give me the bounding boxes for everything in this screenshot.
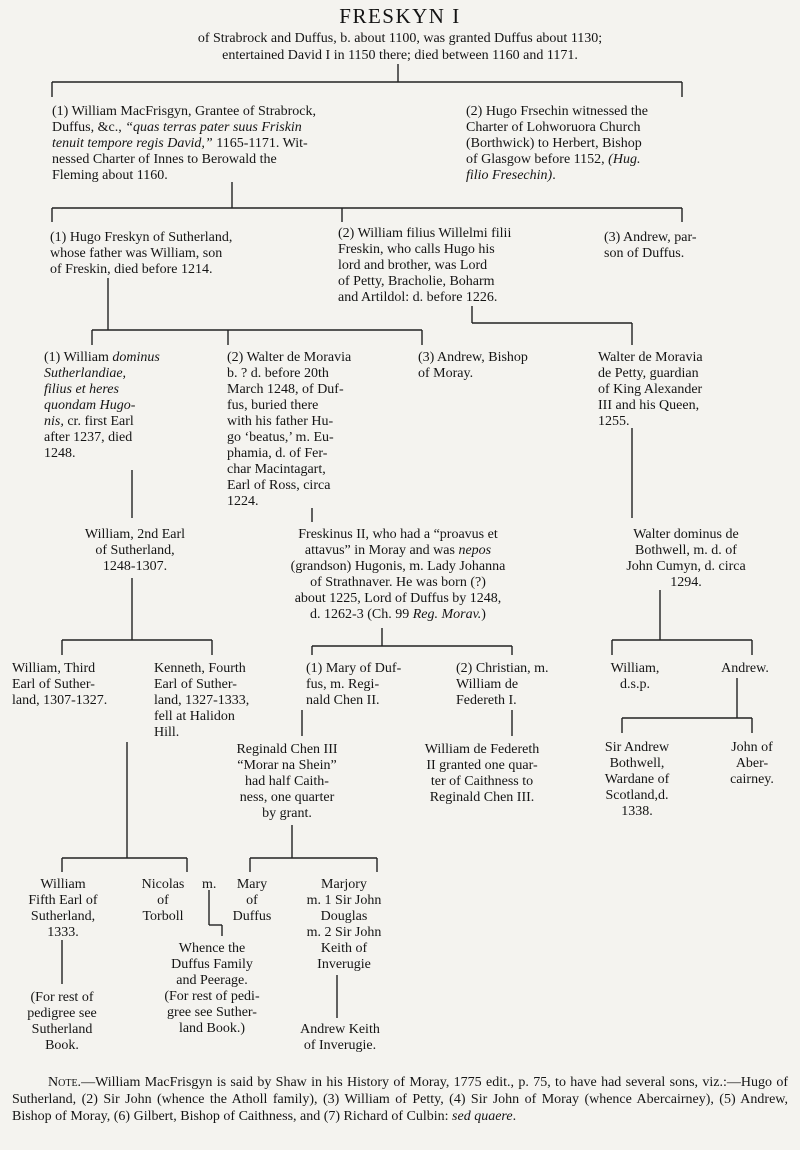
person-william-third-earl: William, Third Earl of Suther- land, 1307-1327.	[12, 661, 108, 708]
william-macfrisgyn-latin: “quas terras pater suus Friskin tenuit tempore regis David,”	[52, 120, 302, 151]
footnote-lead: Note.	[48, 1075, 82, 1090]
person-walter-dominus-de-bothwell: Walter dominus de Bothwell, m. d. of John Cumyn, d. circa 1294.	[626, 527, 746, 590]
person-william-dominus-sutherlandiae	[44, 350, 224, 462]
freskinus-text-end: )	[481, 607, 486, 622]
william-dominus-latin: dominus Sutherlandiae, filius et heres quondam Hugo- nis,	[44, 350, 160, 429]
note-duffus-family: Whence the Duffus Family and Peerage. (For rest of pedi- gree see Suther- land Book.)	[164, 941, 260, 1036]
note-sutherland-book: (For rest of pedigree see Sutherland Book.	[27, 990, 97, 1053]
person-andrew-keith-of-inverugie: Andrew Keith of Inverugie.	[300, 1022, 380, 1053]
person-walter-de-moravia: (2) Walter de Moravia b. ? d. before 20th March 1248, of Duf- fus, buried there with his father Hu- go ‘beatus,’ m. Eu- phamia, d. of Fer- char Macintagart, Earl of Ross, circa 1224.	[227, 350, 352, 509]
freskyn-description: of Strabrock and Duffus, b. about 1100, was granted Duffus about 1130; entertained David I in 1150 there; died between 1160 and 1171.	[197, 31, 603, 63]
hugo-fresechin-latin: (Hug. filio Fresechin)	[466, 152, 641, 183]
person-william-de-federeth-ii: William de Federeth II granted one quar- ter of Caithness to Reginald Chen III.	[424, 742, 540, 805]
person-andrew-bishop-of-moray: (3) Andrew, Bishop of Moray.	[418, 350, 528, 381]
person-marjory: Marjory m. 1 Sir John Douglas m. 2 Sir John Keith of Inverugie	[306, 877, 382, 972]
person-mary-of-duffus: Mary of Duffus	[232, 877, 272, 924]
freskinus-text: Freskinus II, who had a “proavus et attavus” in Moray and was	[298, 527, 498, 558]
person-andrew-son-of-walter: Andrew.	[721, 661, 769, 676]
person-william-filius-willelmi: (2) William filius Willelmi filii Freskin, who calls Hugo his lord and brother, was Lord of Petty, Bracholie, Boharm and Artildol: d. before 1226.	[338, 226, 512, 305]
hugo-fresechin-text-end: .	[552, 168, 556, 183]
footnote-italic: sed quaere	[452, 1109, 513, 1124]
person-hugo-freskyn: (1) Hugo Freskyn of Sutherland, whose father was William, son of Freskin, died before 1214.	[50, 230, 233, 277]
person-william-macfrisgyn	[52, 104, 442, 184]
person-reginald-chen-iii: Reginald Chen III “Morar na Shein” had half Caith- ness, one quarter by grant.	[236, 742, 338, 821]
footnote-end: .	[512, 1109, 517, 1124]
page-title: FRESKYN I	[339, 4, 461, 28]
freskinus-nepos: nepos	[458, 543, 492, 558]
person-william-dsp: William, d.s.p.	[610, 661, 660, 692]
person-freskinus-ii	[248, 527, 548, 623]
william-macfrisgyn-text-end: 1165-1171. Wit- nessed Charter of Innes to Berowald the Fleming about 1160.	[52, 136, 308, 183]
person-john-of-abercairney: John of Aber- cairney.	[730, 740, 774, 787]
footnote	[12, 1074, 788, 1125]
person-kenneth-fourth-earl: Kenneth, Fourth Earl of Suther- land, 1327-1333, fell at Halidon Hill.	[154, 661, 250, 740]
person-mary-of-duffus-chen: (1) Mary of Duf- fus, m. Regi- nald Chen II.	[306, 661, 402, 708]
william-dominus-text: (1) William	[44, 350, 113, 365]
william-dominus-text-end: cr. first Earl after 1237, died 1248.	[44, 414, 134, 461]
person-william-2nd-earl: William, 2nd Earl of Sutherland, 1248-1307.	[84, 527, 186, 574]
marriage-mark: m.	[202, 877, 217, 892]
person-william-fifth-earl: William Fifth Earl of Sutherland, 1333.	[28, 877, 98, 940]
person-sir-andrew-bothwell: Sir Andrew Bothwell, Wardane of Scotland,d. 1338.	[604, 740, 670, 819]
person-hugo-fresechin	[466, 104, 766, 184]
hugo-fresechin-text: (2) Hugo Frsechin witnessed the Charter of Lohworuora Church (Borthwick) to Herbert, Bishop of Glasgow before 1152,	[466, 104, 648, 167]
person-christian: (2) Christian, m. William de Federeth I.	[456, 661, 549, 708]
footnote-text: —William MacFrisgyn is said by Shaw in his History of Moray, 1775 edit., p. 75, to have had several sons, viz.:—Hugo of Sutherland, (2) Sir John (whence the Atholl family), (3) William of Petty, (4) Sir John of Moray (whence Abercairney), (5) Andrew, Bishop of Moray, (6) Gilbert, Bishop of Caithness, and (7) Richard of Culbin:	[12, 1075, 788, 1124]
person-andrew-parson-of-duffus: (3) Andrew, par- son of Duffus.	[604, 230, 697, 261]
william-macfrisgyn-text: (1) William MacFrisgyn, Grantee of Strabrock, Duffus, &c.,	[52, 104, 316, 135]
freskinus-text-mid: (grandson) Hugonis, m. Lady Johanna of Strathnaver. He was born (?) about 1225, Lord of Duffus by 1248, d. 1262-3 (Ch. 99	[290, 559, 506, 622]
person-nicolas-of-torboll: Nicolas of Torboll	[141, 877, 185, 924]
freskinus-reg-morav: Reg. Morav.	[412, 607, 482, 622]
person-walter-de-moravia-de-petty: Walter de Moravia de Petty, guardian of King Alexander III and his Queen, 1255.	[598, 350, 703, 429]
